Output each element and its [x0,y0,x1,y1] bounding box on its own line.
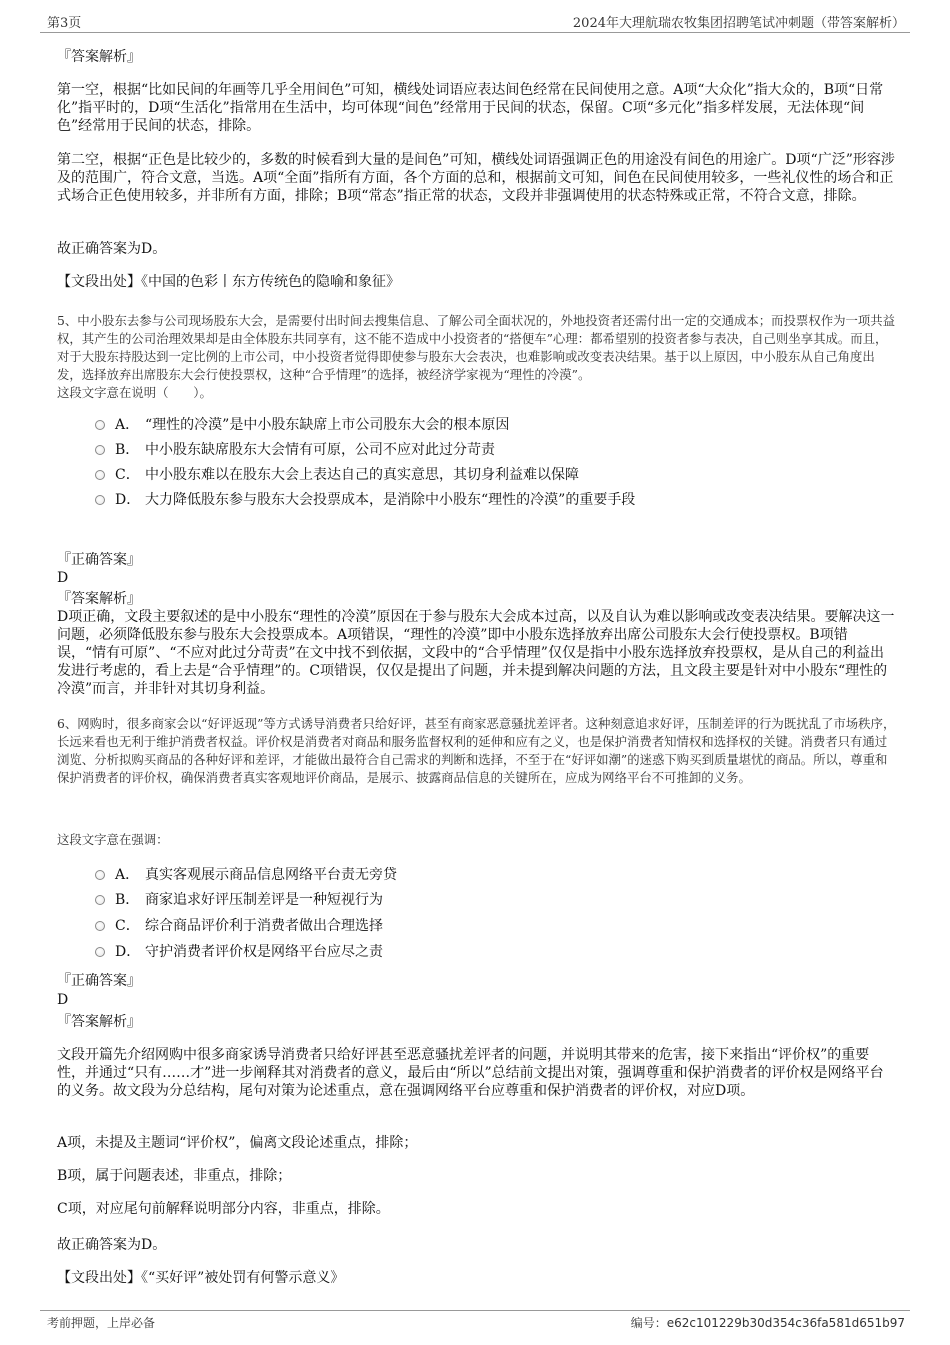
radio-button[interactable] [95,895,105,905]
option-letter: B． [115,892,140,908]
radio-button[interactable] [95,495,105,505]
q6-answer: D [57,992,69,1008]
footer-code-block [631,1314,905,1331]
radio-button[interactable] [95,921,105,931]
radio-button[interactable] [95,420,105,430]
option-letter: C． [115,918,140,934]
q6-conclusion: 故正确答案为D。 [57,1237,167,1253]
page-header [0,0,950,34]
q6-answer-label: 『正确答案』 [57,973,141,989]
footer-code-label: 编号： [630,1316,667,1330]
footer-code: e62c101229b30d354c36fa581d651b97 [666,1316,905,1330]
q6-analysis-label: 『答案解析』 [57,1014,141,1030]
q5-answer: D [57,570,69,586]
q5-question: 这段文字意在说明（ ）。 [57,385,212,400]
option-letter: B． [115,442,140,458]
q5-stem: 5、中小股东去参与公司现场股东大会，是需要付出时间去搜集信息、了解公司全面状况的，外地投资者还需付出一定的交通成本；而投票权作为一项共益权，其产生的公司治理效果却是由全体股东共同享有，这不能不造成中小投资者的“搭便车”心理：都希望别的投资者参与表决，自己则坐享其成。而且，对于大股东持股达到一定比例的上市公司，中小投资者觉得即使参与股东大会表决，也难影响或改变表决结果。基于以上原因，中小股东从自己角度出发，选择放弃出席股东大会行使投票权，这种“合乎情理”的选择，被经济学家视为“理性的冷漠”。 [57,313,896,382]
page-number: 第3页 [47,16,82,31]
q6-option-d[interactable] [95,943,895,963]
option-text: 商家追求好评压制差评是一种短视行为 [145,892,383,908]
option-text: 大力降低股东参与股东大会投票成本，是消除中小股东“理性的冷漠”的重要手段 [145,492,636,508]
header-divider [40,32,910,33]
option-text: 中小股东难以在股东大会上表达自己的真实意思，其切身利益难以保障 [145,467,579,483]
q6-option-a[interactable] [95,866,895,886]
q5-answer-label: 『正确答案』 [57,552,141,568]
option-letter: D． [115,944,141,960]
option-text: 中小股东缺席股东大会情有可原，公司不应对此过分苛责 [145,442,495,458]
q4-analysis-label: 『答案解析』 [57,49,141,65]
q5-analysis-label: 『答案解析』 [57,591,141,607]
q6-option-b[interactable] [95,891,895,911]
footer-divider [40,1310,910,1311]
option-letter: C． [115,467,140,483]
radio-button[interactable] [95,470,105,480]
q6-option-c[interactable] [95,917,895,937]
q5-analysis: D项正确，文段主要叙述的是中小股东“理性的冷漠”原因在于参与股东大会成本过高，以及自认为难以影响或改变表决结果。要解决这一问题，必须降低股东参与股东大会投票成本。A项错误，“理性的冷漠”即中小股东选择放弃出席公司股东大会行使投票权。B项错误，“情有可原”、“不应对此过分苛责”在文中找不到依据，文段中的“合乎情理”仅仅是指中小股东选择放弃投票权，是从自己的利益出发进行考虑的，看上去是“合乎情理”的。C项错误，仅仅是提出了问题，并未提到解决问题的方法，且文段主要是针对中小股东“理性的冷漠”而言，并非针对其切身利益。 [57,609,895,697]
q5-option-a[interactable] [95,416,895,436]
q6-stem: 6、网购时，很多商家会以“好评返现”等方式诱导消费者只给好评，甚至有商家恶意骚扰差评者。这种刻意追求好评，压制差评的行为既扰乱了市场秩序，长远来看也无利于维护消费者权益。评价权是消费者对商品和服务监督权利的延伸和应有之义，也是保护消费者知情权和选择权的关键。消费者只有通过浏览、分析拟购买商品的各种好评和差评，才能做出最符合自己需求的判断和选择，不至于在“好评如潮”的迷惑下购买到质量堪忧的商品。所以，尊重和保护消费者的评价权，确保消费者真实客观地评价商品，是展示、披露商品信息的关键所在，应成为网络平台不可推卸的义务。 [57,716,896,785]
q6-source: 【文段出处】《“买好评”被处罚有何警示意义》 [57,1270,345,1286]
option-letter: A． [115,867,140,883]
q5-option-d[interactable] [95,491,895,511]
q6-question: 这段文字意在强调： [57,832,169,847]
q4-analysis-p2: 第二空，根据“正色是比较少的，多数的时候看到大量的是间色”可知，横线处词语强调正色的用途没有间色的用途广。D项“广泛”形容涉及的范围广，符合文意，当选。A项“全面”指所有方面，各个方面的总和，根据前文可知，间色在民间使用较多，一些礼仪性的场合和正式场合正色使用较多，并非所有方面，排除；B项“常态”指正常的状态，文段并非强调使用的状态特殊或正常，不符合文意，排除。 [57,152,895,204]
radio-button[interactable] [95,947,105,957]
footer-slogan: 考前押题，上岸必备 [47,1316,156,1330]
radio-button[interactable] [95,445,105,455]
option-letter: D． [115,492,141,508]
radio-button[interactable] [95,870,105,880]
option-text: 真实客观展示商品信息网络平台责无旁贷 [145,867,397,883]
option-letter: A． [115,417,140,433]
q4-source: 【文段出处】《中国的色彩丨东方传统色的隐喻和象征》 [57,274,400,290]
q6-analysis: 文段开篇先介绍网购中很多商家诱导消费者只给好评甚至恶意骚扰差评者的问题，并说明其带来的危害，接下来指出“评价权”的重要性，并通过“只有……才”进一步阐释其对消费者的意义，最后由“所以”总结前文提出对策，强调尊重和保护消费者的评价权是网络平台的义务。故文段为分总结构，尾句对策为论述重点，意在强调网络平台应尊重和保护消费者的评价权，对应D项。 [57,1047,884,1099]
option-text: 综合商品评价利于消费者做出合理选择 [145,918,383,934]
q5-option-b[interactable] [95,441,895,461]
q6-note-c: C项，对应尾句前解释说明部分内容，非重点，排除。 [57,1201,390,1217]
option-text: “理性的冷漠”是中小股东缺席上市公司股东大会的根本原因 [145,417,510,433]
q6-note-a: A项，未提及主题词“评价权”，偏离文段论述重点，排除； [57,1135,418,1151]
q4-conclusion: 故正确答案为D。 [57,241,167,257]
q5-option-c[interactable] [95,466,895,486]
option-text: 守护消费者评价权是网络平台应尽之责 [145,944,383,960]
q4-analysis-p1: 第一空，根据“比如民间的年画等几乎全用间色”可知，横线处词语应表达间色经常在民间使用之意。A项“大众化”指大众的，B项“日常化”指平时的，D项“生活化”指常用在生活中，均可体现“间色”经常用于民间的状态，保留。C项“多元化”指多样发展，无法体现“间色”经常用于民间的状态，排除。 [57,82,884,134]
document-title: 2024年大理航瑞农牧集团招聘笔试冲刺题（带答案解析） [572,16,905,31]
q6-note-b: B项，属于问题表述，非重点，排除； [57,1168,292,1184]
